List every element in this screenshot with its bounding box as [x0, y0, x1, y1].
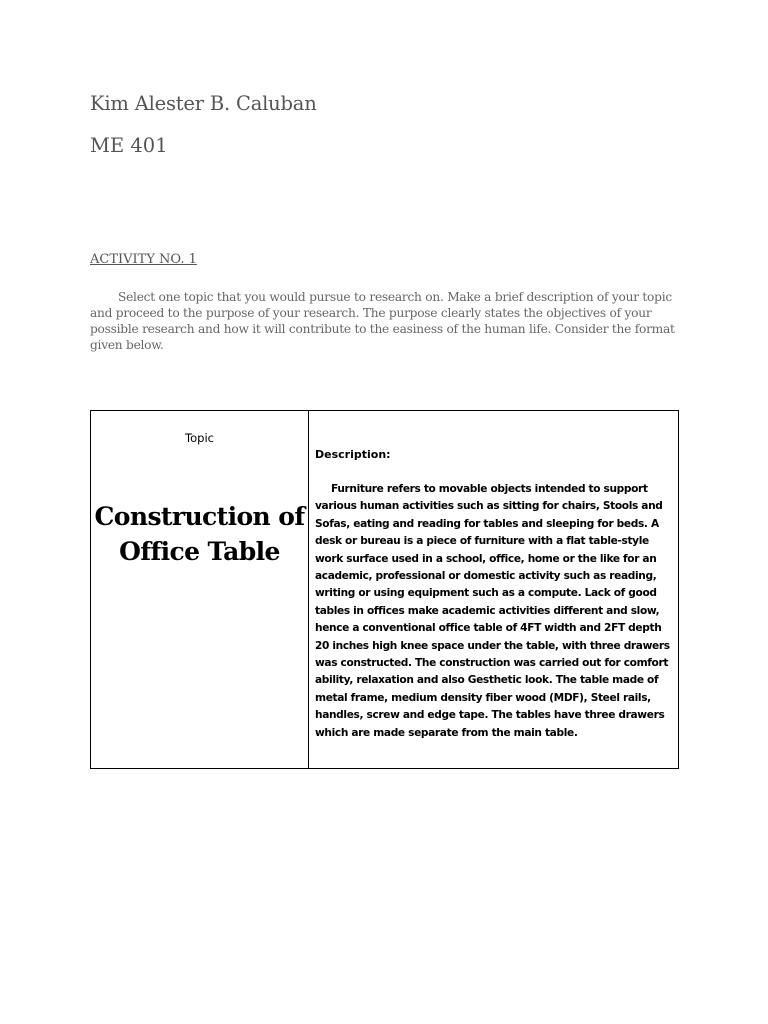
- author-name: Kim Alester B. Caluban: [90, 92, 317, 115]
- topic-label: Topic: [185, 431, 214, 445]
- description-text: Furniture refers to movable objects intended to support various human activities such as sitting for chairs, Stools and Sofas, eating and reading for tables and sleeping for beds. A desk or bureau is a piece of furniture with a flat table-style work surface used in a school, office, home or the like for an academic, professional or domestic activity such as reading, writing or using equipment such as a compute. Lack of good tables in offices make academic activities different and slow, hence a conventional office table of 4FT width and 2FT depth 20 inches high knee space under the table, with three drawers was constructed. The construction was carried out for comfort ability, relaxation and also Gesthetic look. The table made of metal frame, medium density fiber wood (MDF), Steel rails, handles, screw and edge tape. The tables have three drawers which are made separate from the main table.: [315, 483, 670, 739]
- description-label: Description:: [315, 448, 391, 461]
- topic-cell: [91, 411, 308, 768]
- activity-heading: ACTIVITY NO. 1: [90, 252, 197, 267]
- course-code: ME 401: [90, 134, 168, 157]
- topic-table: [90, 410, 679, 769]
- topic-title: Construction of Office Table: [94, 502, 305, 566]
- activity-instructions: Select one topic that you would pursue to research on. Make a brief description of your topic and proceed to the purpose of your research. The purpose clearly states the objectives of your possible research and how it will contribute to the easiness of the human life. Consider the format given below.: [90, 290, 675, 352]
- description-cell: [309, 411, 679, 768]
